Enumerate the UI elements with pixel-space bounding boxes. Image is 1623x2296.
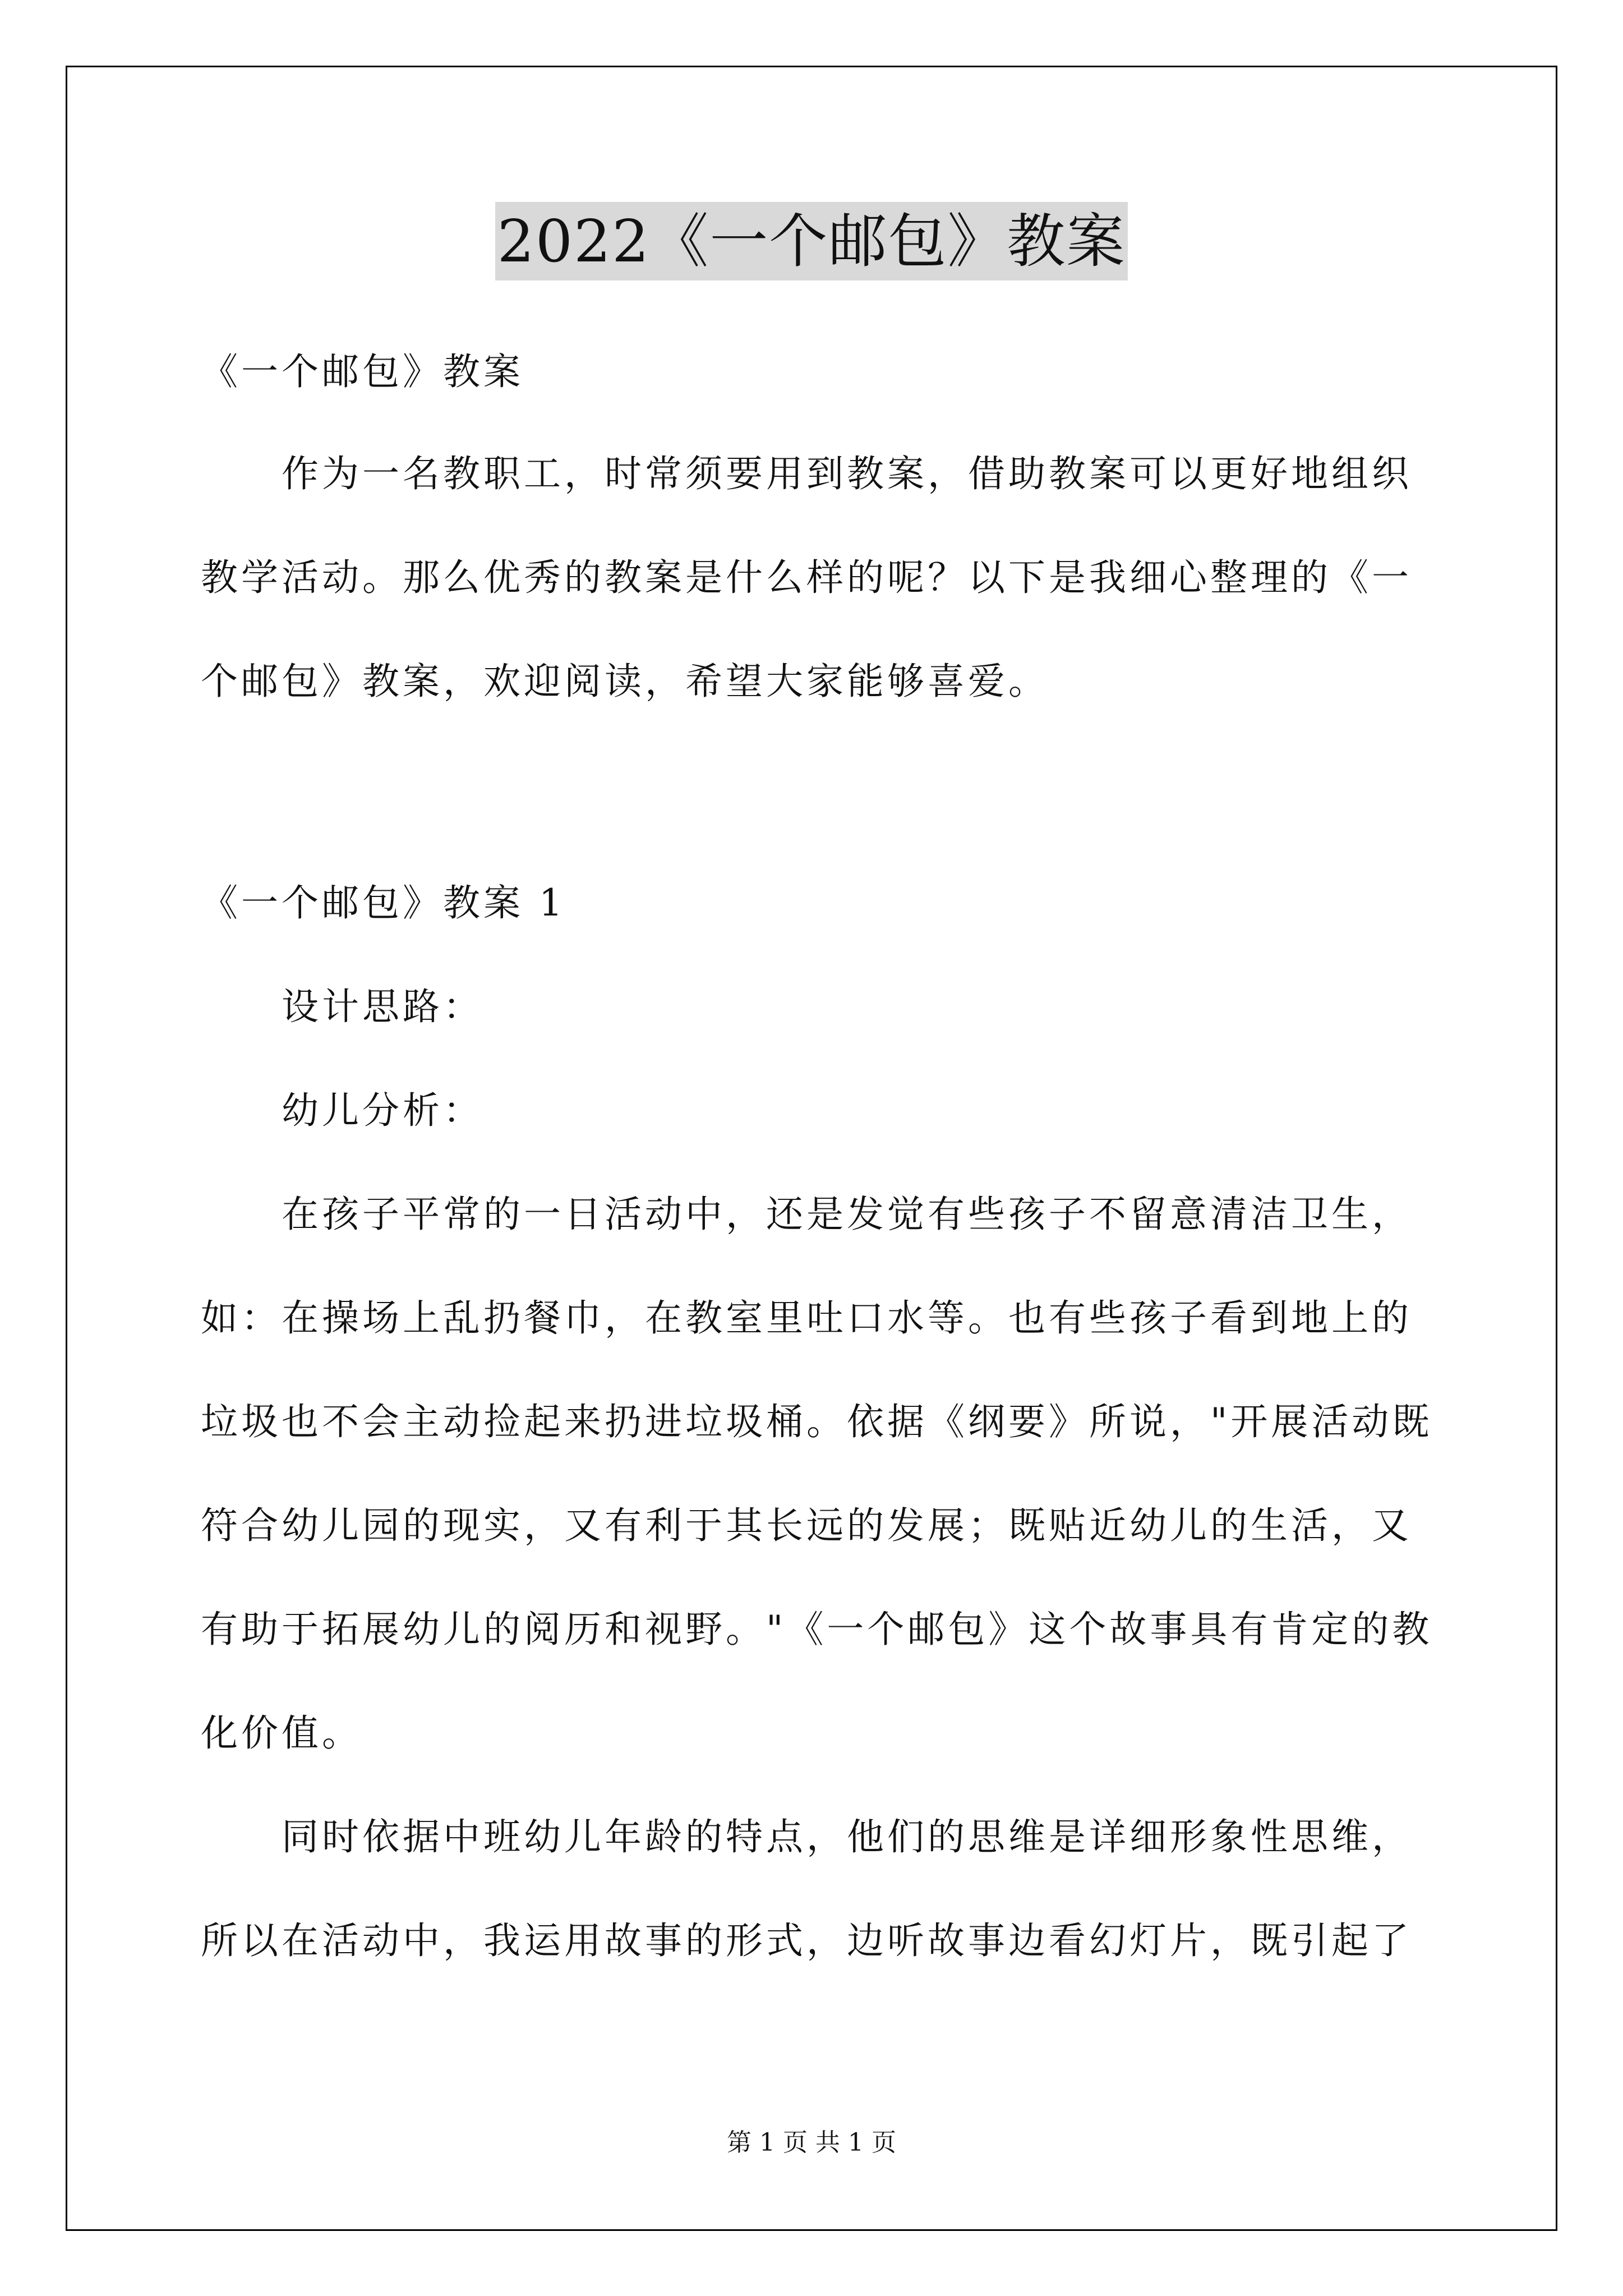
paragraph-line: 化价值。 xyxy=(201,1711,362,1755)
design-label: 设计思路： xyxy=(282,985,483,1028)
intro-line: 教学活动。那么优秀的教案是什么样的呢？以下是我细心整理的《一 xyxy=(201,556,1412,599)
paragraph-line: 有助于拓展幼儿的阅历和视野。"《一个邮包》这个故事具有肯定的教 xyxy=(201,1608,1433,1651)
paragraph-line: 垃圾也不会主动捡起来扔进垃圾桶。依据《纲要》所说，"开展活动既 xyxy=(201,1400,1433,1443)
intro-line: 个邮包》教案，欢迎阅读，希望大家能够喜爱。 xyxy=(201,660,1049,703)
analysis-label: 幼儿分析： xyxy=(282,1089,483,1132)
page-footer: 第 1 页 共 1 页 xyxy=(727,2128,896,2157)
intro-line: 作为一名教职工，时常须要用到教案，借助教案可以更好地组织 xyxy=(282,452,1412,495)
paragraph-line: 在孩子平常的一日活动中，还是发觉有些孩子不留意清洁卫生， xyxy=(282,1193,1412,1236)
paragraph-line: 所以在活动中，我运用故事的形式，边听故事边看幻灯片，既引起了 xyxy=(201,1919,1412,1962)
subtitle: 《一个邮包》教案 xyxy=(201,350,524,393)
paragraph-line: 如：在操场上乱扔餐巾，在教室里吐口水等。也有些孩子看到地上的 xyxy=(201,1296,1412,1340)
document-title-block xyxy=(0,202,1623,280)
section-title: 《一个邮包》教案 1 xyxy=(201,881,566,924)
paragraph-line: 同时依据中班幼儿年龄的特点，他们的思维是详细形象性思维， xyxy=(282,1815,1412,1858)
document-title: 2022《一个邮包》教案 xyxy=(495,202,1128,280)
paragraph-line: 符合幼儿园的现实，又有利于其长远的发展；既贴近幼儿的生活，又 xyxy=(201,1504,1412,1547)
